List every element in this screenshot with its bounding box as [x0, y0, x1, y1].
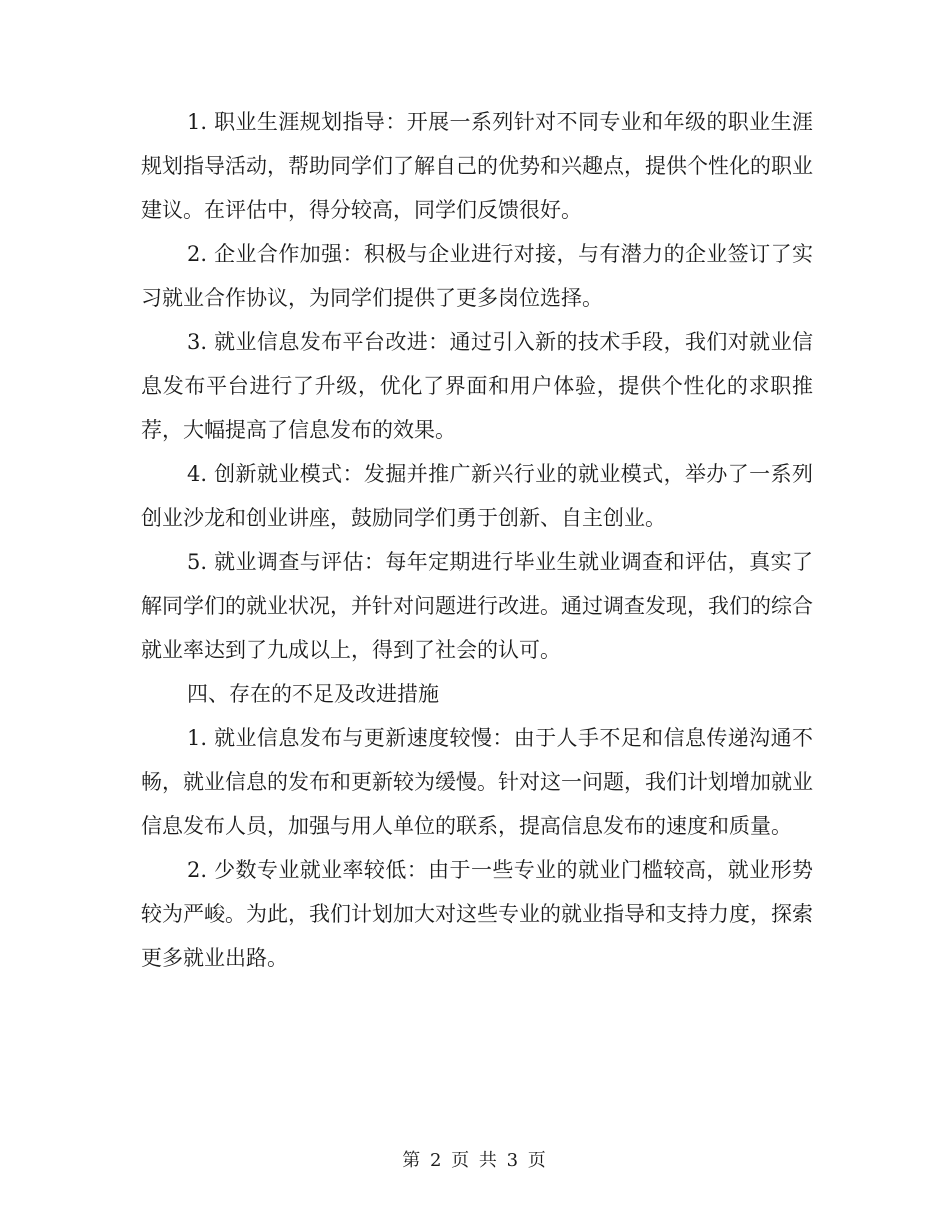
paragraph-career-planning: 1. 职业生涯规划指导：开展一系列针对不同专业和年级的职业生涯规划指导活动，帮助同学们了解自己的优势和兴趣点，提供个性化的职业建议。在评估中，得分较高，同学们反馈很好。 [141, 110, 813, 222]
section-heading: 四、存在的不足及改进措施 [187, 682, 439, 706]
paragraph-enterprise-cooperation: 2. 企业合作加强：积极与企业进行对接，与有潜力的企业签订了实习就业合作协议，为同学们提供了更多岗位选择。 [141, 242, 813, 310]
paragraph-innovation-model: 4. 创新就业模式：发掘并推广新兴行业的就业模式，举办了一系列创业沙龙和创业讲座，鼓励同学们勇于创新、自主创业。 [141, 462, 813, 530]
paragraph-survey-evaluation: 5. 就业调查与评估：每年定期进行毕业生就业调查和评估，真实了解同学们的就业状况，并针对问题进行改进。通过调查发现，我们的综合就业率达到了九成以上，得到了社会的认可。 [141, 550, 813, 662]
paragraph-low-employment-issue: 2. 少数专业就业率较低：由于一些专业的就业门槛较高，就业形势较为严峻。为此，我们计划加大对这些专业的就业指导和支持力度，探索更多就业出路。 [141, 858, 813, 970]
paragraph-info-platform: 3. 就业信息发布平台改进：通过引入新的技术手段，我们对就业信息发布平台进行了升级，优化了界面和用户体验，提供个性化的求职推荐，大幅提高了信息发布的效果。 [141, 330, 813, 442]
page-number-footer: 第 2 页 共 3 页 [402, 1150, 548, 1171]
paragraph-info-speed-issue: 1. 就业信息发布与更新速度较慢：由于人手不足和信息传递沟通不畅，就业信息的发布和更新较为缓慢。针对这一问题，我们计划增加就业信息发布人员，加强与用人单位的联系，提高信息发布的速度和质量。 [141, 726, 813, 838]
document-body [141, 100, 813, 980]
